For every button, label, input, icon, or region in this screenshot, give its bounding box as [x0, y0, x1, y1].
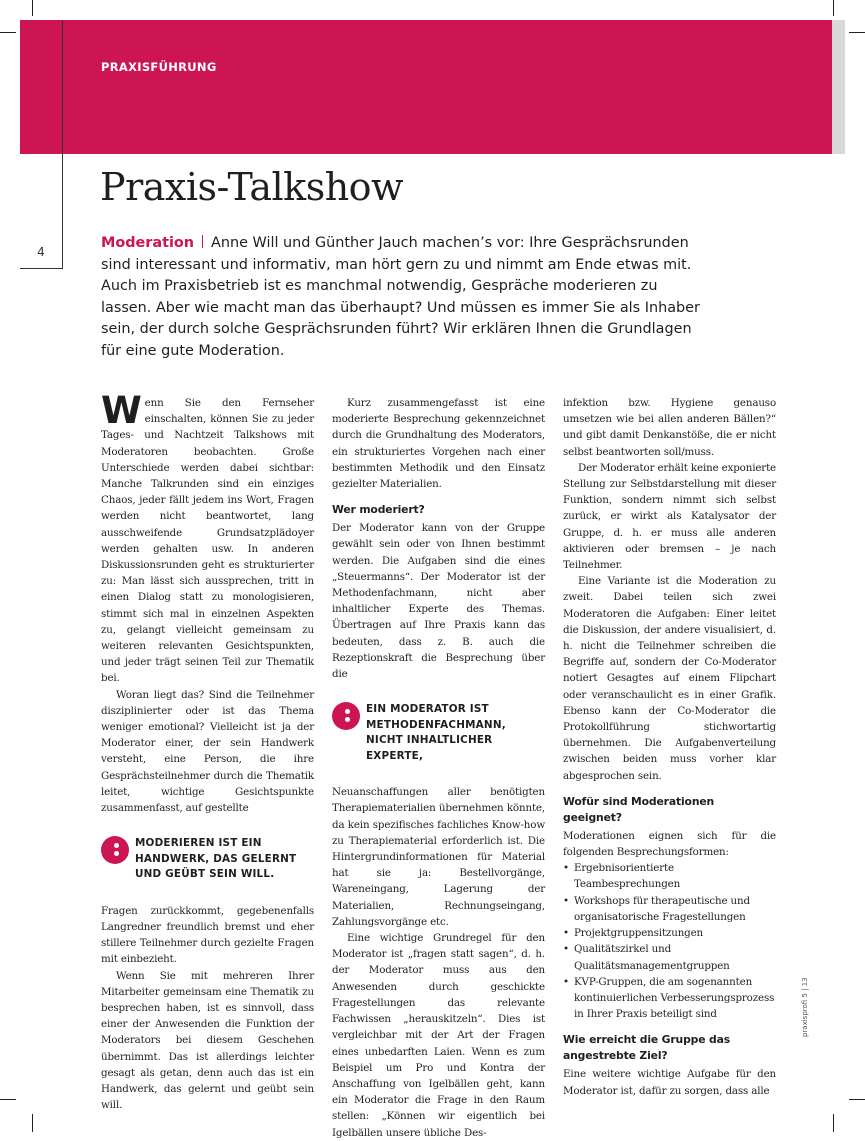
list: [563, 860, 776, 1022]
article-column-3: [563, 395, 776, 1099]
col3-paragraph-3: Eine Variante ist die Moderation zu zweit. Dabei teilen sich zwei Moderatoren die Aufgaben: Einer leitet die Diskussion, der andere visualisiert, d. h. nicht die Teilnehmer schreiben die Begriffe auf, sondern der Co-Moderator notiert Gesagtes auf einem Flipchart oder veranschaulicht es in einer Grafik. Ebenso kann der Co-Moderator die Protokollführung stichwortartig übernehmen. Die Aufgabenverteilung zwischen beiden muss vorher klar abgesprochen sein.: [563, 575, 776, 782]
pullquote-icon: [332, 702, 360, 730]
issue-note: praxisprofi 5 | 13: [801, 977, 809, 1037]
crop-mark: [0, 32, 16, 33]
intro-separator: [202, 235, 203, 248]
crop-mark: [833, 1114, 834, 1132]
list-item: • Ergebnisorientierte Teambesprechungen: [563, 860, 776, 892]
col2-paragraph-1: Kurz zusammengefasst ist eine moderierte Besprechung gekennzeichnet durch die Grundhaltung des Moderators, ein strukturiertes Vorgehen nach einer bestimmten Methodik und den Einsatz gezielter Materialien.: [332, 397, 545, 491]
col3-paragraph-5: Eine weitere wichtige Aufgabe für den Moderator ist, dafür zu sorgen, dass alle: [563, 1068, 776, 1097]
pullquote: [101, 836, 314, 883]
page-number-rule: [62, 20, 63, 268]
list-item: • Projektgruppensitzungen: [563, 925, 776, 941]
col3-paragraph-2: Der Moderator erhält keine exponierte Stellung zur Selbstdarstellung mit dieser Funktion, sondern nimmt sich selbst zurück, er wirkt als Katalysator der Gruppe, d. h. er muss alle anderen aktivieren oder bremsen – je nach Teilnehmer.: [563, 461, 776, 572]
col1-paragraph-2: Woran liegt das? Sind die Teilnehmer disziplinierter oder ist das Thema weniger emotional? Vielleicht ist ja der Moderator einer, der sein Handwerk versteht, eine Person, die ihre Gesprächsteilnehmer durch die Thematik leitet, wichtige Gesichtspunkte zusammenfasst, auf gestellte: [101, 688, 314, 815]
crop-mark: [32, 1114, 33, 1132]
pullquote-text: EIN MODERATOR IST METHODENFACHMANN, NICHT INHALTLICHER EXPERTE,: [366, 703, 506, 762]
page-number-rule: [20, 268, 63, 269]
crop-mark: [849, 1099, 865, 1100]
dropcap: W: [101, 389, 142, 432]
page-title: Praxis-Talkshow: [100, 165, 404, 209]
col1-paragraph-4: Wenn Sie mit mehreren Ihrer Mitarbeiter gemeinsam eine Thematik zu besprechen haben, ist es sinnvoll, dass einer der Anwesenden die Funktion der Moderators bei diesem Geschehen übernimmt. Das ist allerdings leichter gesagt als getan, denn auch das ist ein Handwerk, das gelernt und geübt sein will.: [101, 969, 314, 1112]
col3-paragraph-4: Moderationen eignen sich für die folgenden Besprechungsformen:: [563, 829, 776, 859]
header-side-strip: [832, 20, 845, 154]
article-column-2: [332, 395, 545, 1141]
col3-paragraph-1: infektion bzw. Hygiene genauso umsetzen wie bei allen anderen Bällen?“ und gibt damit Denkanstöße, die er nicht selbst beantworten soll/muss.: [563, 397, 776, 458]
col1-paragraph-1: enn Sie den Fernseher einschalten, können Sie zu jeder Tages- und Nachtzeit Talkshows mit Moderatoren beobachten. Große Unterschiede werden dabei sichtbar: Manche Talkrunden sind ein einziges Chaos, jeder fällt jedem ins Wort, Fragen werden nicht beantwortet, lang ausschweifende Grundsatzplädoyer werden gehalten usw. In anderen Diskussionsrunden geht es strukturierter zu: Man lässt sich aussprechen, tritt in einen Dialog statt zu monologisieren, stimmt sich mal in einzelnen Aspekten zu, gelangt vielleicht gemeinsam zu weiteren relevanten Gesichtspunkten, und jeder trägt seinen Teil zur Thematik bei.: [101, 397, 314, 685]
article-column-1: [101, 389, 314, 1113]
intro-text: Anne Will und Günther Jauch machen’s vor: Ihre Gesprächsrunden sind interessant und informativ, man hört gern zu und nimmt am Ende etwas mit. Auch im Praxisbetrieb ist es manchmal notwendig, Gespräche moderieren zu lassen. Aber wie macht man das überhaupt? Und müssen es immer Sie als Inhaber sein, der durch solche Gesprächsrunden führt? Wir erklären Ihnen die Grundlagen für eine gute Moderation.: [101, 235, 700, 359]
col2-heading-1: Wer moderiert?: [332, 503, 425, 517]
section-label: PRAXISFÜHRUNG: [101, 60, 217, 74]
list-item: • Qualitätszirkel und Qualitätsmanagementgruppen: [563, 941, 776, 973]
intro-paragraph: [101, 233, 701, 362]
col3-heading-2: Wie erreicht die Gruppe das angestrebte Ziel?: [563, 1033, 731, 1063]
col2-paragraph-3: Neuanschaffungen aller benötigten Therapiematerialien übernehmen könnte, da kein spezifisches fachliches Know-how zu Therapiematerial erforderlich ist. Die Hintergrundinformationen für Material hat sie ja: Bestellvorgänge, Wareneingang, Lagerung der Materialien, Rechnungseingang, Zahlungsvorgänge etc.: [332, 786, 545, 928]
header-band: [20, 20, 832, 154]
list-item: • KVP-Gruppen, die am sogenannten kontinuierlichen Verbesserungsprozess in Ihrer Praxis beteiligt sind: [563, 974, 776, 1023]
col2-paragraph-2: Der Moderator kann von der Gruppe gewählt sein oder von Ihnen bestimmt werden. Die Aufgaben sind die eines „Steuermanns“. Der Moderator ist der Methodenfachmann, nicht aber inhaltlicher Experte des Themas. Übertragen auf Ihre Praxis kann das bedeuten, dass z. B. auch die Rezeptionskraft die Besprechung über die: [332, 522, 545, 681]
col3-heading-1: Wofür sind Moderationen geeignet?: [563, 794, 715, 824]
crop-mark: [32, 0, 33, 16]
page-number: 4: [37, 245, 45, 259]
crop-mark: [833, 0, 834, 16]
crop-mark: [849, 32, 865, 33]
pullquote-text: MODERIEREN IST EIN HANDWERK, DAS GELERNT UND GEÜBT SEIN WILL.: [135, 837, 297, 881]
col2-paragraph-4: Eine wichtige Grundregel für den Moderator ist „fragen statt sagen“, d. h. der Moderator muss aus den Anwesenden durch geschickte Fragestellungen das relevante Fachwissen „herauskitzeln“. Dies ist vergleichbar mit der Art der Fragen eines unbedarften Laien. Wenn es zum Beispiel um Pro und Kontra der Anschaffung von Igelbällen geht, kann ein Moderator die Frage in den Raum stellen: „Können wir eigentlich bei Igelbällen unsere übliche Des-: [332, 932, 545, 1139]
pullquote: [332, 702, 545, 764]
crop-mark: [0, 1099, 16, 1100]
list-item: • Workshops für therapeutische und organisatorische Fragestellungen: [563, 893, 776, 925]
col1-paragraph-3: Fragen zurückkommt, gegebenenfalls Langredner freundlich bremst und eher stillere Teilnehmer durch gezielte Fragen mit einbezieht.: [101, 904, 314, 966]
intro-keyword: Moderation: [101, 235, 195, 251]
pullquote-icon: [101, 836, 129, 864]
